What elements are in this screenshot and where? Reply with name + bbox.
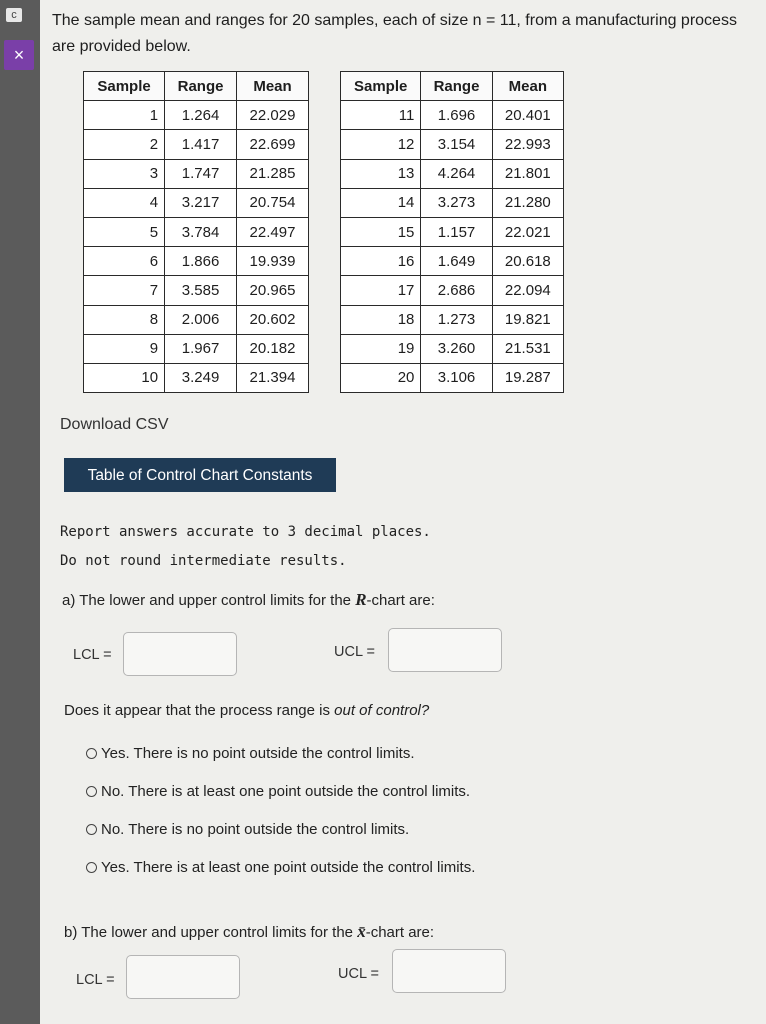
mean-cell: 19.821 [492, 305, 563, 334]
range-option-1[interactable] [86, 745, 415, 762]
range-cell: 3.585 [165, 276, 237, 305]
mean-cell: 21.801 [492, 159, 563, 188]
range-cell: 1.273 [421, 305, 492, 334]
table-row [84, 305, 309, 334]
sample-number-cell: 11 [341, 101, 421, 130]
header-sample: Sample [84, 72, 165, 101]
part-b-suffix: -chart are: [365, 924, 435, 941]
instruction-line-1: Report answers accurate to 3 decimal places. [60, 524, 431, 540]
range-cell: 3.217 [165, 188, 237, 217]
instruction-line-2: Do not round intermediate results. [60, 553, 347, 569]
sample-number-cell: 10 [84, 363, 165, 392]
sample-number-cell: 7 [84, 276, 165, 305]
radio-button[interactable] [86, 748, 97, 759]
part-b-question [64, 922, 434, 942]
range-cell: 2.686 [421, 276, 492, 305]
mean-cell: 20.754 [237, 188, 309, 217]
header-mean: Mean [237, 72, 309, 101]
r-lcl-input[interactable] [123, 632, 237, 676]
header-range: Range [421, 72, 492, 101]
table-row [341, 188, 564, 217]
xbar-lcl-label: LCL = [76, 972, 115, 988]
range-cell: 1.417 [165, 130, 237, 159]
problem-statement: The sample mean and ranges for 20 samples, each of size n = 11, from a manufacturing process are provided below. [52, 12, 737, 55]
collapsed-panel-tab[interactable]: c [6, 8, 22, 22]
close-button[interactable]: × [4, 40, 34, 70]
part-b-prefix: b) The lower and upper control limits for the [64, 924, 358, 941]
r-symbol: R [355, 590, 367, 609]
range-cell: 3.249 [165, 363, 237, 392]
mean-cell: 22.993 [492, 130, 563, 159]
radio-button[interactable] [86, 862, 97, 873]
range-option-4[interactable] [86, 859, 475, 876]
xbar-ucl-input[interactable] [392, 949, 506, 993]
range-cell: 1.696 [421, 101, 492, 130]
range-control-question [64, 702, 429, 719]
mean-cell: 22.021 [492, 217, 563, 246]
control-chart-constants-button[interactable]: Table of Control Chart Constants [64, 458, 336, 492]
download-csv-link[interactable]: Download CSV [60, 416, 169, 433]
sample-number-cell: 5 [84, 217, 165, 246]
header-sample: Sample [341, 72, 421, 101]
xbar-lcl-input[interactable] [126, 955, 240, 999]
sample-number-cell: 3 [84, 159, 165, 188]
sample-table-right [340, 71, 564, 393]
sample-number-cell: 8 [84, 305, 165, 334]
sample-number-cell: 18 [341, 305, 421, 334]
mean-cell: 21.394 [237, 363, 309, 392]
mean-cell: 22.029 [237, 101, 309, 130]
sample-table-left [83, 71, 309, 393]
table-row [341, 363, 564, 392]
table-row [341, 247, 564, 276]
sample-number-cell: 15 [341, 217, 421, 246]
sample-number-cell: 16 [341, 247, 421, 276]
sample-number-cell: 9 [84, 334, 165, 363]
table-row [341, 159, 564, 188]
mean-cell: 22.699 [237, 130, 309, 159]
range-cell: 3.273 [421, 188, 492, 217]
table-row [84, 101, 309, 130]
mean-cell: 20.965 [237, 276, 309, 305]
table-row [84, 188, 309, 217]
range-question-prefix: Does it appear that the process range is [64, 702, 335, 719]
left-sidebar [0, 0, 40, 1024]
sample-number-cell: 17 [341, 276, 421, 305]
mean-cell: 20.182 [237, 334, 309, 363]
radio-button[interactable] [86, 786, 97, 797]
xbar-symbol: x̄ [357, 922, 366, 941]
sample-number-cell: 6 [84, 247, 165, 276]
option-label: No. There is no point outside the control limits. [101, 821, 410, 838]
range-question-emph: out of control? [334, 702, 430, 719]
sample-number-cell: 2 [84, 130, 165, 159]
range-option-2[interactable] [86, 783, 470, 800]
xbar-ucl-label: UCL = [338, 966, 379, 982]
range-cell: 3.784 [165, 217, 237, 246]
range-cell: 1.967 [165, 334, 237, 363]
sample-number-cell: 20 [341, 363, 421, 392]
sample-number-cell: 19 [341, 334, 421, 363]
range-cell: 1.866 [165, 247, 237, 276]
range-cell: 3.106 [421, 363, 492, 392]
range-cell: 2.006 [165, 305, 237, 334]
range-cell: 3.154 [421, 130, 492, 159]
mean-cell: 21.280 [492, 188, 563, 217]
table-row [84, 247, 309, 276]
mean-cell: 20.618 [492, 247, 563, 276]
sample-number-cell: 4 [84, 188, 165, 217]
table-row [84, 217, 309, 246]
header-mean: Mean [492, 72, 563, 101]
part-a-question [62, 590, 435, 610]
table-row [341, 334, 564, 363]
mean-cell: 21.285 [237, 159, 309, 188]
option-label: Yes. There is at least one point outside the control limits. [101, 859, 476, 876]
range-cell: 4.264 [421, 159, 492, 188]
table-row [341, 101, 564, 130]
table-row [341, 130, 564, 159]
mean-cell: 22.094 [492, 276, 563, 305]
r-ucl-input[interactable] [388, 628, 502, 672]
range-option-3[interactable] [86, 821, 409, 838]
mean-cell: 19.287 [492, 363, 563, 392]
table-row [84, 130, 309, 159]
range-cell: 1.649 [421, 247, 492, 276]
table-row [84, 363, 309, 392]
option-label: No. There is at least one point outside the control limits. [101, 783, 471, 800]
range-cell: 1.264 [165, 101, 237, 130]
table-row [341, 276, 564, 305]
r-ucl-label: UCL = [334, 644, 375, 660]
header-range: Range [165, 72, 237, 101]
part-a-suffix: -chart are: [366, 592, 435, 609]
table-row [84, 334, 309, 363]
part-a-prefix: a) The lower and upper control limits for the [62, 592, 356, 609]
mean-cell: 20.401 [492, 101, 563, 130]
table-row [341, 217, 564, 246]
range-cell: 1.747 [165, 159, 237, 188]
r-lcl-label: LCL = [73, 647, 112, 663]
mean-cell: 20.602 [237, 305, 309, 334]
question-page [40, 0, 766, 1024]
range-cell: 1.157 [421, 217, 492, 246]
sample-number-cell: 13 [341, 159, 421, 188]
table-row [84, 159, 309, 188]
mean-cell: 22.497 [237, 217, 309, 246]
mean-cell: 21.531 [492, 334, 563, 363]
sample-number-cell: 1 [84, 101, 165, 130]
sample-number-cell: 12 [341, 130, 421, 159]
radio-button[interactable] [86, 824, 97, 835]
table-row [84, 276, 309, 305]
option-label: Yes. There is no point outside the control limits. [101, 745, 415, 762]
mean-cell: 19.939 [237, 247, 309, 276]
table-row [341, 305, 564, 334]
sample-number-cell: 14 [341, 188, 421, 217]
range-cell: 3.260 [421, 334, 492, 363]
